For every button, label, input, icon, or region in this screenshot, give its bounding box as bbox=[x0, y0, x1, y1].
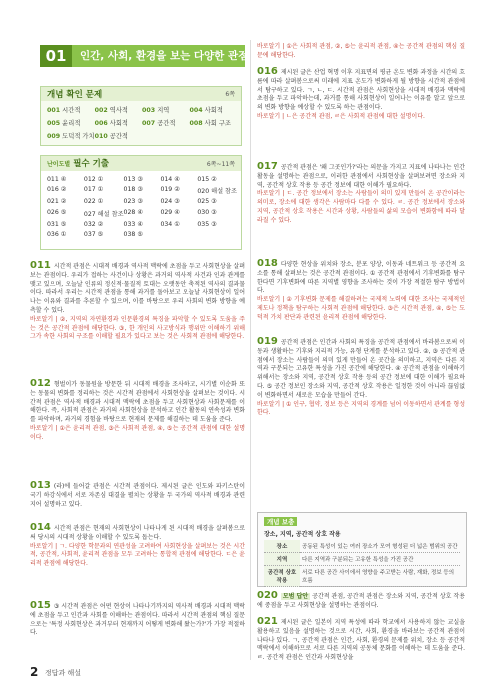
explanation-text: (라)에 들어갈 관점은 시간적 관점이다. 제시된 글은 인도와 파키스탄이 국기 하강식에서 서로 자존심 대결을 펼치는 상황을 두 국가의 역사적 배경과 관련지어 설명하고 있다. bbox=[30, 483, 245, 508]
item-number: 002 bbox=[94, 107, 108, 114]
exam-answer-item: 034 ① bbox=[160, 220, 180, 228]
exam-answer-item: 012 ① bbox=[83, 176, 104, 183]
exam-answer-grid bbox=[47, 176, 237, 238]
item-number: 006 bbox=[94, 120, 108, 127]
item-answer: 윤리적 bbox=[62, 120, 81, 127]
item-number: 008 bbox=[189, 120, 203, 127]
concept-answer-item bbox=[47, 131, 95, 140]
concept-check-box bbox=[40, 86, 242, 146]
exam-small-label: 난이도별 bbox=[47, 161, 71, 168]
question-number: 012 bbox=[30, 378, 51, 389]
explanation-text: 형벌이가 동물원을 방문한 뒤 시대적 배경을 조사하고, 시기별 이순화 또는 동물의 변화를 정리하는 것은 시간적 관점에서 사회현상을 살펴보는 것이다. 시간적 관점은 역사적 배경과 시대적 맥락에 초점을 두고 사회현상과 사회문제를 이해한다. 즉, 사회적 관점은 과거의 사회현상을 분석하고 인간 활동의 연속성과 변화를 파악하며, 과거의 경험을 바탕으로 현재의 문제를 해결하는 데 도움을 준다. bbox=[30, 381, 245, 424]
question-number: 013 bbox=[30, 480, 51, 491]
exam-answer-item: 013 ③ bbox=[123, 176, 143, 183]
explanation-text: 다양한 현상을 위치와 장소, 분포 양상, 이동과 네트워크 등 공간적 요소를 통해 살펴보는 것은 공간적 관점이다. ① 공간적 관점에서 기후변화를 탐구한다면 기후변화에 따른 지역별 영향을 조사하는 것이 가장 적절한 탐구 방법이다. bbox=[257, 261, 465, 295]
concept-check-title: 개념 확인 문제 bbox=[47, 90, 103, 100]
exam-answer-item: 021 ② bbox=[47, 198, 67, 206]
question-number: 018 bbox=[257, 258, 278, 269]
item-answer: 사회적 bbox=[204, 107, 223, 114]
exam-answer-item: 029 ④ bbox=[160, 208, 180, 216]
exam-answer-item: 038 ⑤ bbox=[123, 230, 143, 238]
question-number: 020 bbox=[257, 590, 278, 601]
exam-answer-item: 026 ⑤ bbox=[47, 208, 67, 216]
explanation-018 bbox=[257, 260, 465, 323]
exam-answer-item: 033 ④ bbox=[123, 220, 143, 228]
explanation-text: 공간적 관점은 '왜 그곳인가?'라는 의문을 가지고 지표에 나타나는 인간 활동을 설명하는 관점으로, 이러한 관점에서 사회현상을 살펴보려면 장소와 지역, 공간적 상호 작용 등 공간 정보에 대한 이해가 필요하다. bbox=[257, 164, 465, 189]
column-divider bbox=[250, 40, 251, 660]
exam-answer-box bbox=[40, 155, 242, 250]
item-number: 003 bbox=[142, 107, 156, 114]
item-number: 004 bbox=[189, 107, 203, 114]
section-header bbox=[40, 45, 249, 67]
explanation-016 bbox=[257, 68, 465, 122]
exam-answer-item: 018 ③ bbox=[123, 186, 143, 194]
explanation-020 bbox=[257, 592, 465, 611]
explanation-019 bbox=[257, 338, 465, 418]
answer-015-note bbox=[257, 43, 465, 61]
item-answer: 시간적 bbox=[62, 107, 81, 114]
concept-answer-item bbox=[47, 118, 95, 127]
page-number: 2 bbox=[30, 665, 39, 679]
concept-answer-item bbox=[190, 105, 237, 114]
item-answer: 사회 구조 bbox=[204, 120, 232, 127]
supplement-table bbox=[264, 540, 460, 587]
exam-answer-item: 022 ① bbox=[83, 198, 104, 206]
item-answer: 사회적 bbox=[109, 120, 128, 127]
exam-answer-item: 011 ④ bbox=[47, 176, 67, 183]
explanation-text: 공간적 관점, 공간적 관점은 장소와 지역, 공간적 상호 작용에 중점을 두고 사회현상을 설명하는 관점이다. bbox=[257, 593, 465, 609]
item-number: 001 bbox=[47, 107, 61, 114]
exam-answer-item: 030 ③ bbox=[197, 208, 217, 216]
exam-answer-item: 027 해설 참조 bbox=[83, 210, 124, 218]
concept-answer-item bbox=[142, 105, 189, 114]
item-number: 009 bbox=[47, 133, 61, 140]
question-number: 014 bbox=[30, 522, 51, 533]
term-cell: 장소 bbox=[264, 540, 300, 553]
item-number: 010 bbox=[94, 133, 108, 140]
section-number: 01 bbox=[40, 45, 72, 67]
concept-answer-item bbox=[142, 118, 189, 127]
exam-answer-item: 015 ② bbox=[197, 176, 217, 183]
question-number: 016 bbox=[257, 66, 278, 77]
explanation-text: 제시된 글은 일본이 지역 특성에 따라 학교에서 사용하지 않는 교실을 활용하고 있음을 설명하는 것으로 시간, 사회, 환경을 바라보는 공간적 관점이 나타나 있다. ㄱ, 공간적 관점은 인간, 사회, 환경의 문제를 위치, 장소 등 공간적 맥락에서 이해하므로 서로 다른 지역의 공동체 문화를 이해하는 데 도움을 준다. ㄹ. 공간적 관점은 인간과 사회현상을 bbox=[257, 619, 465, 662]
concept-answer-item bbox=[95, 131, 142, 140]
answer-note: 바로알기 | ㄴ은 공간적 관점, ㄹ은 사회적 관점에 대한 설명이다. bbox=[257, 112, 425, 120]
explanation-text: 제시된 글은 산업 혁명 이후 지표면의 평균 온도 변화 과정을 시간의 흐름에 따라 살펴봄으로써 미래에 지표 온도가 변화하게 될 방향을 시간적 관점에서 탐구하고 있다. ㄱ, ㄴ, ㄷ. 시간적 관점은 사회현상을 시대적 배경과 맥락에 초점을 두고 파악하는데, 과거를 통해 사회현상이 일어나는 이유를 알고 앞으로의 변화 방향을 예상할 수 있도록 하는 관점이다. bbox=[257, 69, 465, 112]
question-number: 011 bbox=[30, 260, 51, 271]
exam-answer-item: 024 ③ bbox=[160, 198, 180, 206]
exam-title-text: 필수 기출 bbox=[73, 159, 109, 169]
explanation-015 bbox=[30, 602, 245, 638]
definition-cell: 다른 지역과 구분되는 고유한 특성을 가진 공간 bbox=[300, 553, 460, 566]
answer-note: 바로알기 | ①은 사회적 관점, ②, ⑤는 윤리적 관점, ④는 공간적 관점의 핵심 질문에 해당한다. bbox=[257, 43, 465, 59]
concept-check-header bbox=[41, 87, 241, 101]
concept-check-page: 6쪽 bbox=[225, 91, 235, 98]
concept-answer-grid bbox=[47, 105, 237, 140]
section-title: 인간, 사회, 환경을 보는 다양한 관점 bbox=[80, 50, 249, 62]
answer-note: 바로알기 | ㄷ. 공간 정보에서 장소는 사람들이 의미 있게 만들어 온 공간이라는 의미로, 장소에 대한 생각은 사람마다 다를 수 있다. ㄹ. 공간 정보에서 장소와 지역, 공간적 상호 작용은 시간과 상황, 사람들의 삶의 모습이 변화함에 따라 달라질 수 있다. bbox=[257, 190, 465, 224]
footer-label: 정답과 해설 bbox=[45, 669, 82, 677]
table-row bbox=[264, 553, 460, 566]
item-number: 005 bbox=[47, 120, 61, 127]
explanation-text: 시간적 관점은 현재의 사회현상이 나타나게 된 시대적 배경을 살펴봄으로써 당시의 시대적 상황을 이해할 수 있도록 돕는다. bbox=[30, 525, 245, 541]
item-number: 007 bbox=[142, 120, 156, 127]
item-answer: 공간적 bbox=[157, 120, 176, 127]
exam-answer-item: 032 ② bbox=[83, 220, 104, 228]
explanation-012 bbox=[30, 380, 245, 443]
exam-answer-item: 023 ③ bbox=[123, 198, 143, 206]
item-answer: 역사적 bbox=[109, 107, 128, 114]
definition-cell: 서로 다른 공간 사이에서 영향을 주고받는 사람, 재화, 정보 등의 흐름 bbox=[300, 566, 460, 587]
answer-note: 바로알기 | ① 인구, 협약, 정보 등은 지역의 경계를 넘어 이동하면서 관계를 형성한다. bbox=[257, 400, 465, 417]
answer-note: 바로알기 | ㄱ. 다양한 학문과의 연관성을 고려하여 사회현상을 살펴보는 것은 시간적, 공간적, 사회적, 윤리적 관점을 모두 고려하는 통합적 관점에 해당한다. ㄷ은 윤리적 관점에 해당한다. bbox=[30, 542, 245, 568]
exam-answer-item: 025 ③ bbox=[197, 198, 217, 206]
explanation-011 bbox=[30, 262, 245, 342]
explanation-014 bbox=[30, 524, 245, 569]
definition-cell: 공동된 특성이 있는 여러 장소가 모여 형성된 더 넓은 범위의 공간 bbox=[300, 540, 460, 553]
item-answer: 지역 bbox=[157, 107, 170, 114]
question-number: 017 bbox=[257, 161, 278, 172]
concept-answer-item bbox=[95, 118, 142, 127]
exam-answer-item: 017 ① bbox=[83, 186, 104, 194]
question-number: 019 bbox=[257, 336, 278, 347]
exam-answer-item: 035 ③ bbox=[197, 220, 217, 228]
exam-answer-item: 037 ⑤ bbox=[83, 230, 104, 238]
exam-answer-item: 036 ① bbox=[47, 230, 67, 238]
exam-answer-item: 019 ② bbox=[160, 186, 180, 194]
exam-answer-item: 016 ② bbox=[47, 186, 67, 194]
explanation-text: ③ 시간적 관점은 어떤 현상이 나타나기까지의 역사적 배경과 시대적 맥락에 초점을 두고 인간과 사회를 이해하는 관점이다. 따라서 시간적 관점의 핵심 질문으로는 '특정 사회현상은 과거부터 현재까지 어떻게 변화해 왔는가?'가 가장 적절하다. bbox=[30, 603, 245, 637]
exam-page-range: 6쪽~11쪽 bbox=[206, 161, 235, 168]
explanation-text: 공간적 관점은 인간과 사회의 특징을 공간적 관점에서 바라봄으로써 이동과 생활하는 기후와 지리적 가능, 유형 단계를 분석하고 있다. ②, ③ 공간적 관점에서 장소는 사람들이 의미 있게 만들어 온 곳간을 의미하고, 지역은 다른 지역과 구분되는 고유한 특성을 가진 공간에 해당한다. ④ 공간적 관점을 이해하기 위해서는 장소와 지역, 공간적 상호 작용 등의 공간 정보에 대한 이해가 필요하다. ⑤ 공간 정보인 장소와 지역, 공간적 상호 작용은 일정한 것이 아니라 끊임없이 변화하면서 새로운 모습을 만들어 간다. bbox=[257, 339, 465, 399]
question-number: 021 bbox=[257, 616, 278, 627]
explanation-text: 시간적 관점은 시대적 배경과 역사적 맥락에 초점을 두고 사회현상을 살펴보는 관점이다. 우리가 접하는 사건이나 상황은 과거의 역사적 사건과 인과 관계를 맺고 있으며, 오늘날 인류의 정신적·물질적 토대는 오랫동안 축적된 역사의 결과물이다. 따라서 우리는 시간적 관점을 통해 과거를 돌아보고 오늘날 사회현상이 일어나는 이유와 결과를 추론할 수 있으며, 이를 바탕으로 우리 사회의 변화 방향을 예측할 수 있다. bbox=[30, 263, 245, 314]
supplement-subtitle: 장소, 지역, 공간적 상호 작용 bbox=[264, 531, 341, 538]
table-row bbox=[264, 566, 460, 587]
exam-title bbox=[47, 157, 109, 169]
answer-note: 바로알기 | ② 기후변화 문제를 해결하려는 국제적 노력에 대한 조사는 국제적인 제도나 정책을 탐구하는 사회적 관점에 해당한다. ③은 시간적 관점, ④, ⑤는 도덕적 가치 판단과 관련된 윤리적 관점에 해당한다. bbox=[257, 296, 465, 321]
concept-answer-item bbox=[47, 105, 95, 114]
model-answer-tag: 모범 답안 bbox=[282, 593, 309, 600]
item-answer: 도덕적 가치 bbox=[62, 133, 95, 140]
term-cell: 지역 bbox=[264, 553, 300, 566]
exam-answer-item: 020 해설 참조 bbox=[197, 188, 237, 196]
exam-header bbox=[41, 156, 241, 171]
exam-answer-item: 028 ④ bbox=[123, 208, 143, 216]
concept-answer-item bbox=[190, 118, 237, 127]
concept-supplement-box bbox=[257, 512, 467, 587]
question-number: 015 bbox=[30, 600, 51, 611]
table-row bbox=[264, 540, 460, 553]
exam-answer-item: 014 ④ bbox=[160, 176, 180, 183]
explanation-021 bbox=[257, 618, 465, 663]
answer-note: 바로알기 | ①은 윤리적 관점, ③은 사회적 관점, ④, ⑤는 공간적 관점에 대한 설명이다. bbox=[30, 424, 245, 441]
supplement-tag: 개념 보충 bbox=[264, 517, 297, 526]
exam-answer-item: 031 ⑤ bbox=[47, 220, 67, 228]
answer-note: 바로알기 | ②, 지역의 자연환경과 인문환경의 특징을 파악할 수 있도록 도움을 주는 것은 공간적 관점에 해당한다. ③, 한 개인의 사고방식과 행위만 이해하기 위해 그가 속한 사회의 구조를 이해할 필요가 있다고 보는 것은 사회적 관점에 해당한다. bbox=[30, 315, 245, 341]
item-answer: 공간적 bbox=[109, 133, 128, 140]
term-cell: 공간적 상호 작용 bbox=[264, 566, 300, 587]
explanation-017 bbox=[257, 163, 465, 226]
concept-answer-item bbox=[95, 105, 142, 114]
explanation-013 bbox=[30, 482, 245, 509]
